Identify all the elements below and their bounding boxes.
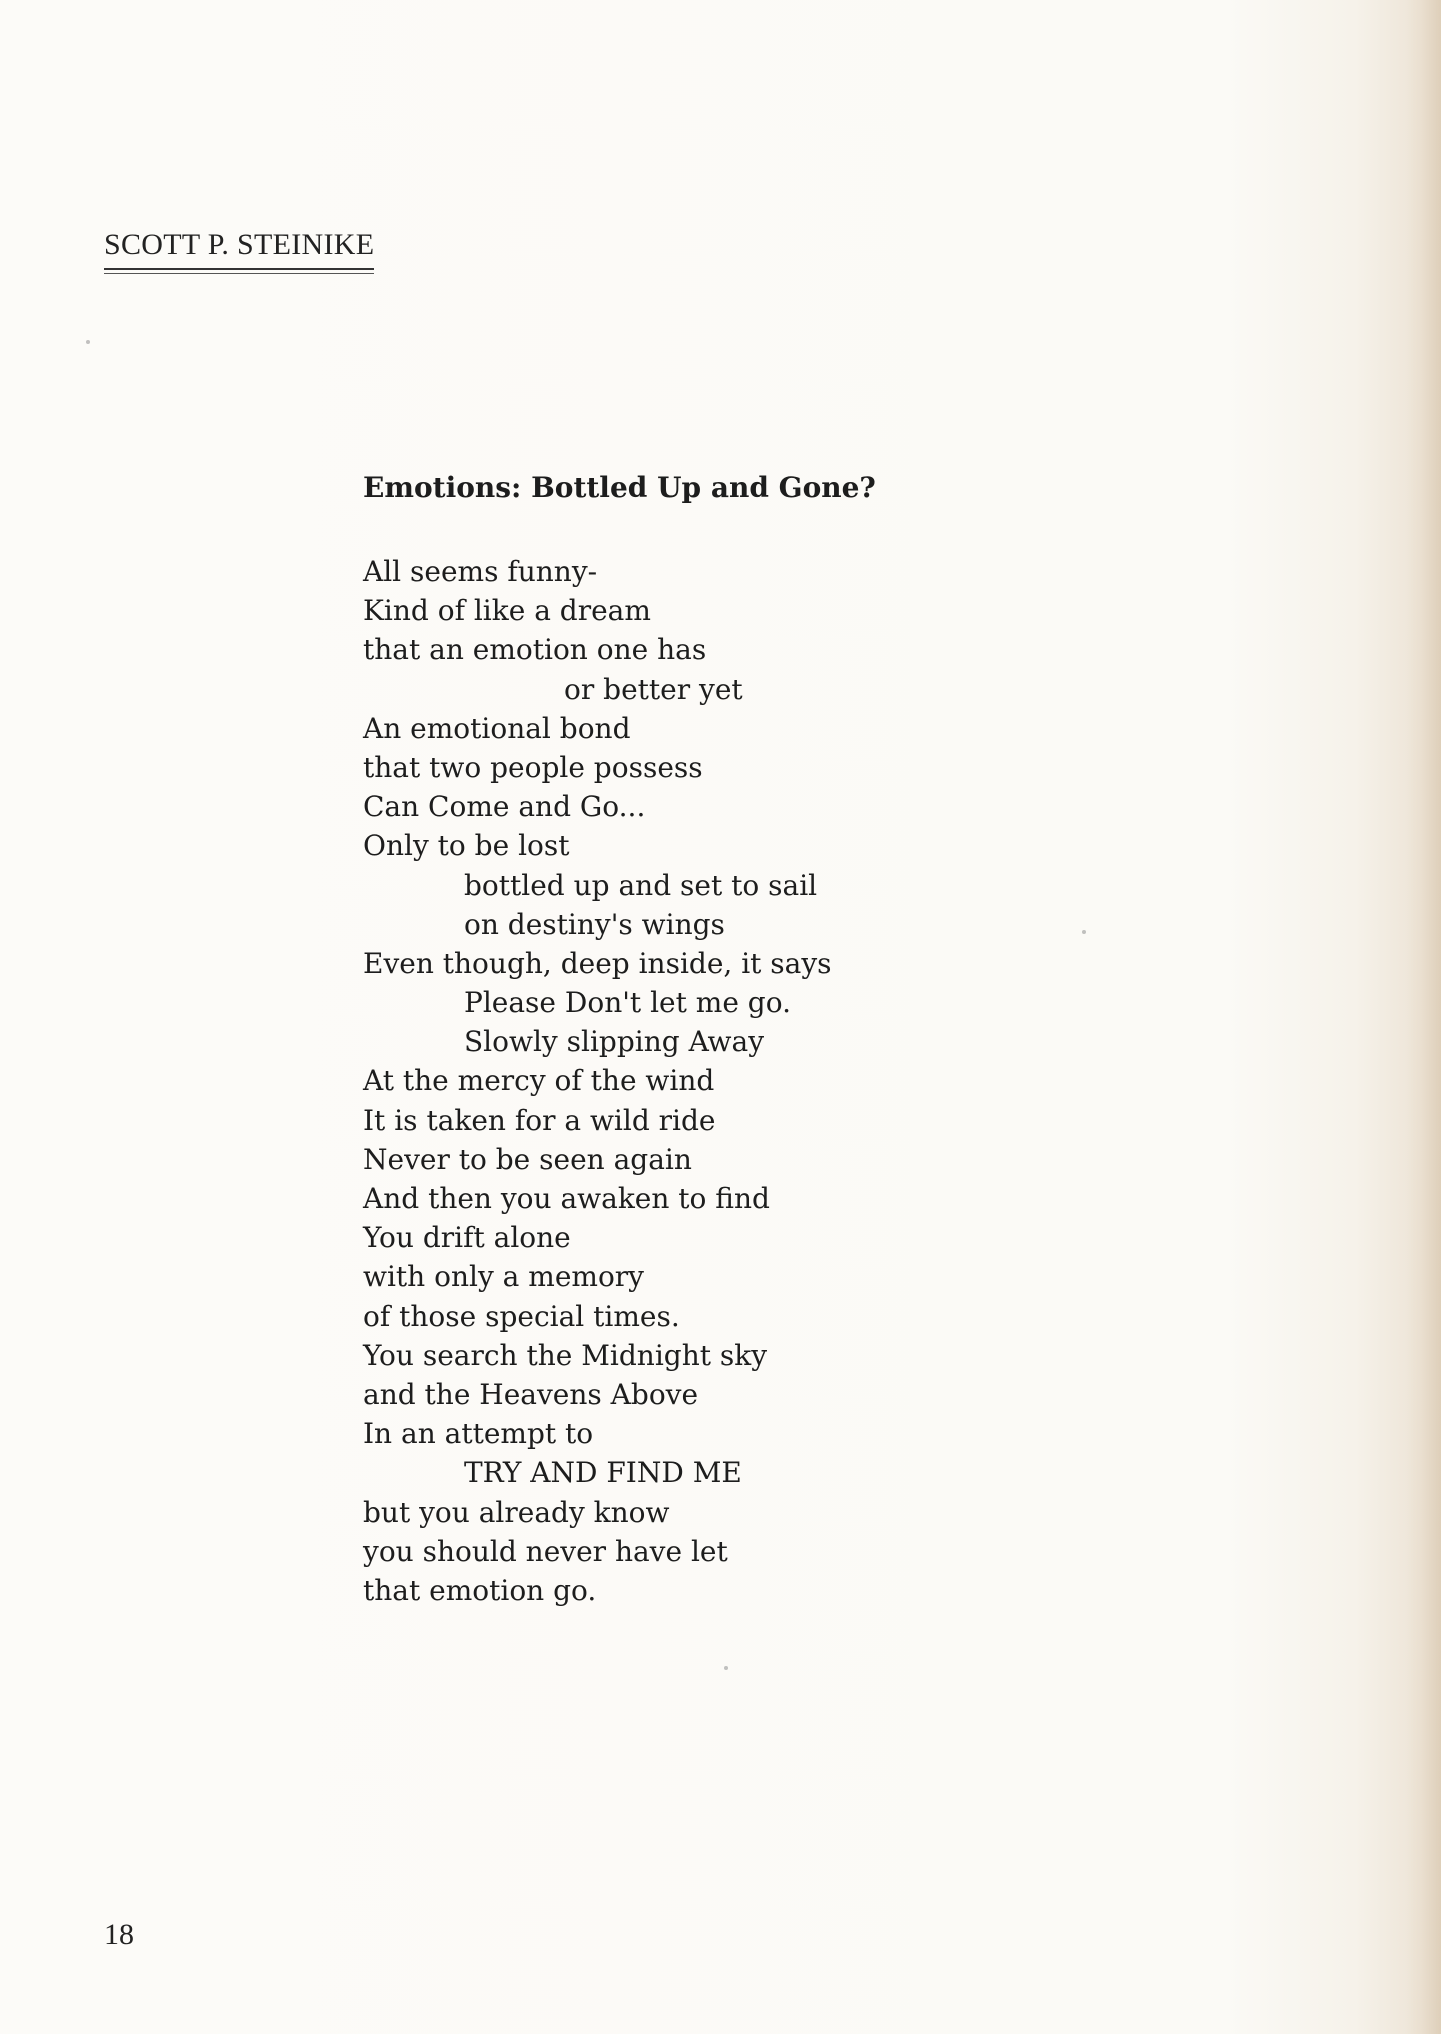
poem-title: Emotions: Bottled Up and Gone? [363, 471, 876, 504]
poem-line: that emotion go. [363, 1573, 597, 1607]
poem-line: Even though, deep inside, it says [363, 946, 832, 980]
poem-line: bottled up and set to sail [464, 868, 818, 902]
poem-line: TRY AND FIND ME [464, 1456, 742, 1490]
poem-line: that an emotion one has [363, 633, 707, 667]
poem-line: of those special times. [363, 1299, 680, 1333]
poem-line: Slowly slipping Away [464, 1025, 765, 1059]
paper-speck [724, 1666, 728, 1670]
poem-line: An emotional bond [363, 711, 631, 745]
paper-speck [1082, 930, 1086, 934]
poem-line: on destiny's wings [464, 907, 725, 941]
poem-line: you should never have let [363, 1534, 728, 1568]
poem-line: You drift alone [363, 1221, 571, 1255]
poem-line: It is taken for a wild ride [363, 1103, 716, 1137]
poem-line: And then you awaken to find [363, 1182, 770, 1215]
poem-line: All seems funny- [363, 555, 598, 588]
poem [363, 468, 1263, 1610]
running-head-author: SCOTT P. STEINIKE [104, 228, 374, 270]
poem-line: In an attempt to [363, 1417, 594, 1451]
poem-line: Only to be lost [363, 829, 570, 863]
poem-line: You search the Midnight sky [363, 1338, 768, 1372]
poem-line: Please Don't let me go. [464, 986, 791, 1020]
page-number: 18 [104, 1918, 134, 1951]
poem-line: with only a memory [363, 1260, 644, 1294]
paper-speck [86, 340, 90, 344]
poem-line: and the Heavens Above [363, 1377, 699, 1411]
poem-line: but you already know [363, 1495, 670, 1529]
poem-line: that two people possess [363, 750, 703, 784]
poem-line: Never to be seen again [363, 1142, 692, 1176]
poem-lines [363, 552, 1263, 1610]
poem-line: or better yet [564, 672, 743, 706]
page-edge-shadow [1407, 0, 1441, 2034]
poem-line: At the mercy of the wind [363, 1064, 715, 1098]
poem-line: Kind of like a dream [363, 594, 651, 628]
poem-line: Can Come and Go... [363, 790, 646, 824]
